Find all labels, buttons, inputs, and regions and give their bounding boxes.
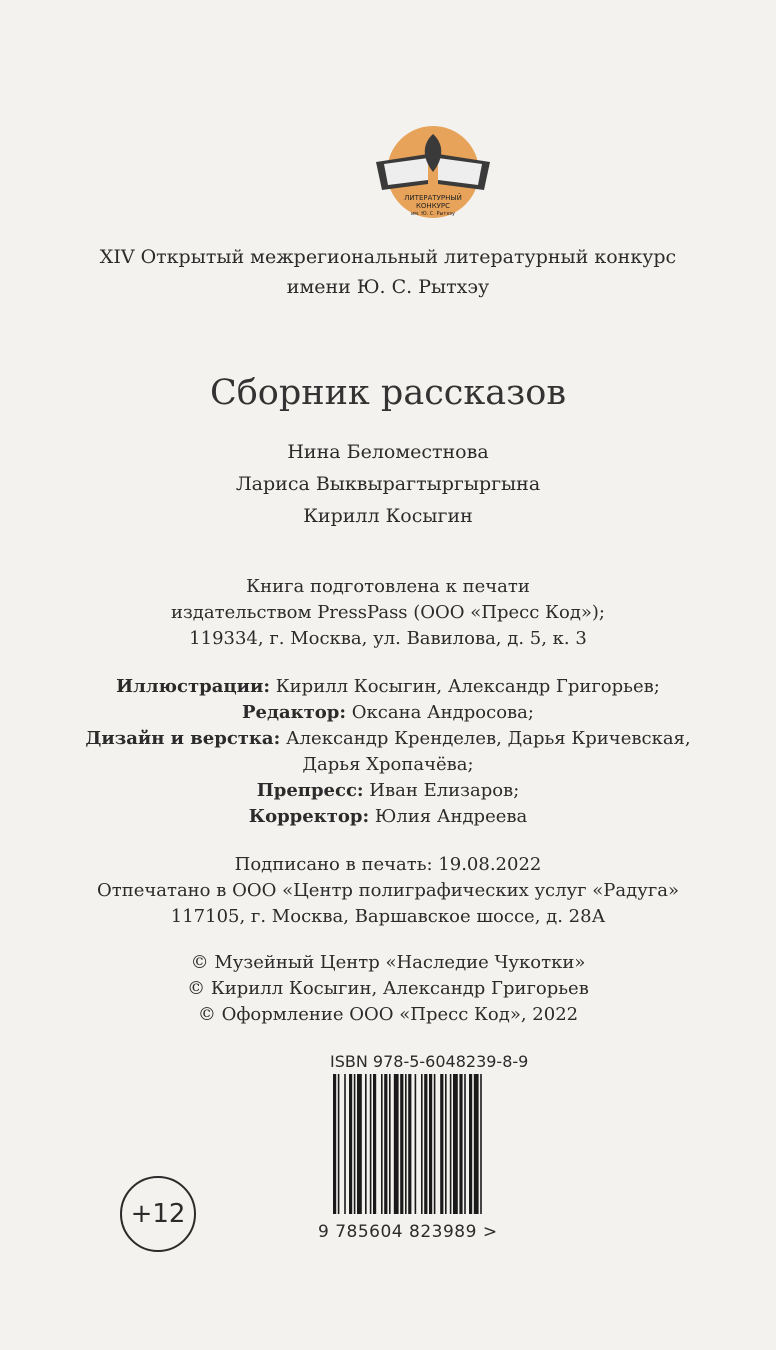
publisher-line: Книга подготовлена к печати: [246, 576, 530, 597]
credit-label: Редактор:: [242, 702, 347, 723]
barcode-bar: [434, 1074, 436, 1214]
isbn-label: ISBN 978-5-6048239-8-9: [330, 1052, 529, 1071]
publisher-line: издательством PressPass (ООО «Пресс Код»);: [170, 602, 605, 623]
author: Лариса Выквырагтыргыргына: [235, 473, 541, 495]
credits: [0, 674, 776, 830]
credit-value: Иван Елизаров;: [369, 780, 520, 801]
barcode-bar: [453, 1074, 458, 1214]
contest-logo: [372, 124, 494, 224]
barcode-bar: [354, 1074, 356, 1214]
barcode-bar: [357, 1074, 362, 1214]
logo-line2: КОНКУРС: [415, 202, 451, 210]
credit-label: Дизайн и верстка:: [85, 728, 281, 749]
authors-list: [0, 436, 776, 532]
barcode-bar: [370, 1074, 372, 1214]
print-line: Подписано в печать: 19.08.2022: [234, 854, 542, 875]
barcode-bar: [415, 1074, 417, 1214]
barcode-bar: [405, 1074, 407, 1214]
publisher-line: 119334, г. Москва, ул. Вавилова, д. 5, к. 3: [189, 628, 587, 649]
contest-line-2: имени Ю. С. Рытхэу: [286, 276, 490, 298]
barcode-bar: [333, 1074, 336, 1214]
print-line: 117105, г. Москва, Варшавское шоссе, д. 28А: [170, 906, 606, 927]
logo-line3: им. Ю. С. Рытхэу: [411, 211, 455, 217]
credit-value: Александр Кренделев, Дарья Кричевская,: [285, 728, 691, 749]
credit-prepress: [0, 778, 776, 804]
credit-editor: [0, 700, 776, 726]
copyright-line: © Кирилл Косыгин, Александр Григорьев: [187, 978, 589, 999]
publisher-info: [0, 574, 776, 652]
barcode-bar: [464, 1074, 466, 1214]
copyright-line: © Музейный Центр «Наследие Чукотки»: [190, 952, 586, 973]
barcode-bar: [474, 1074, 479, 1214]
copyright-line: © Оформление ООО «Пресс Код», 2022: [197, 1004, 579, 1025]
barcode-bar: [459, 1074, 462, 1214]
credit-value: Юлия Андреева: [374, 806, 528, 827]
barcode-bar: [389, 1074, 391, 1214]
barcode-bar: [440, 1074, 443, 1214]
print-info: [0, 852, 776, 930]
credit-label: Корректор:: [248, 806, 370, 827]
credit-value: Кирилл Косыгин, Александр Григорьев;: [275, 676, 660, 697]
logo-line1: ЛИТЕРАТУРНЫЙ: [404, 194, 462, 202]
credit-illustrations: [0, 674, 776, 700]
book-title: Сборник рассказов: [209, 373, 567, 413]
barcode-bar: [400, 1074, 403, 1214]
print-line: Отпечатано в ООО «Центр полиграфических услуг «Радуга»: [97, 880, 679, 901]
barcode-bar: [381, 1074, 383, 1214]
credit-label: Иллюстрации:: [116, 676, 271, 697]
barcode-bar: [408, 1074, 411, 1214]
contest-line-1: XIV Открытый межрегиональный литературный конкурс: [99, 246, 677, 268]
barcode-bar: [421, 1074, 423, 1214]
credit-design: [0, 726, 776, 752]
barcode-bar: [469, 1074, 472, 1214]
barcode-bar: [424, 1074, 427, 1214]
barcode-bar: [384, 1074, 387, 1214]
copyright-info: [0, 950, 776, 1028]
author: Нина Беломестнова: [287, 441, 489, 463]
credit-corrector: [0, 804, 776, 830]
credit-value: Оксана Андросова;: [351, 702, 534, 723]
barcode-bar: [429, 1074, 432, 1214]
barcode-bar: [445, 1074, 447, 1214]
credit-design-cont: Дарья Хропачёва;: [302, 754, 474, 775]
barcode-bar: [338, 1074, 340, 1214]
barcode-bar: [480, 1074, 482, 1214]
barcode-bar: [349, 1074, 352, 1214]
barcode-bar: [450, 1074, 452, 1214]
credit-label: Препресс:: [256, 780, 364, 801]
barcode-bar: [365, 1074, 367, 1214]
barcode-bar: [394, 1074, 399, 1214]
contest-name: [0, 242, 776, 302]
barcode-bar: [344, 1074, 346, 1214]
author: Кирилл Косыгин: [303, 505, 473, 527]
barcode-digits: 9 785604 823989 >: [318, 1222, 498, 1242]
barcode-bar: [373, 1074, 376, 1214]
age-rating-badge: +12: [120, 1176, 196, 1252]
barcode: [333, 1074, 529, 1214]
